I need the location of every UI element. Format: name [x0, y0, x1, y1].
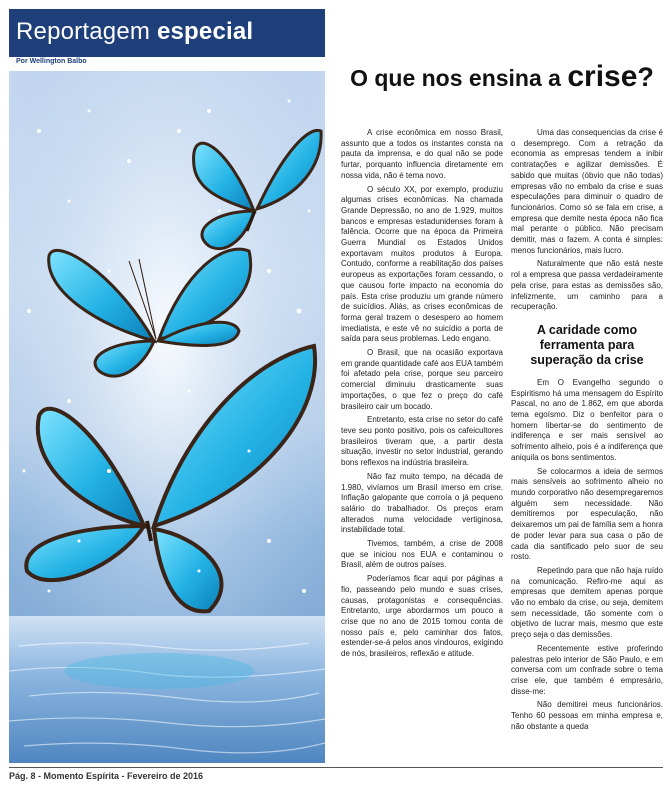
paragraph: Não demitirei meus funcionários. Tenho 60 pessoas em minha empresa e, não obstante a queda — [511, 700, 663, 731]
paragraph: Naturalmente que não está neste rol a empresa que passa verdadeiramente pela crise, para estas as demissões são, infelizmente, um caminho para a recuperação. — [511, 259, 663, 312]
footer-rule — [9, 767, 663, 768]
paragraph: Não faz muito tempo, na década de 1.980, vivíamos um Brasil imerso em crise. Inflação galopante que corroía o já pequeno salário do trabalhador. Os preços eram alterados numa velocidade vertiginosa, instabilidade total. — [341, 471, 503, 535]
section-banner — [9, 9, 325, 57]
byline-bar — [9, 57, 325, 71]
article-column-right — [511, 128, 663, 735]
paragraph: Repetindo para que não haja ruído na comunicação. Refiro-me aqui as empresas que demitem apenas porque vão no embalo da crise, ou seja, demitem sem necessidade, tão somente com o objetivo de lucrar mais, mesmo que este preço seja o das demissões. — [511, 565, 663, 640]
paragraph: Se colocarmos a ideia de sermos mais sensíveis ao sofrimento alheio no mundo corporativo não desempregaremos alguém sem necessidade. Não demitiremos por especulação, não deixaremos um pai de família sem a honra de poder levar para sua casa o pão de cada dia santificado pelo suor de seu rosto. — [511, 466, 663, 562]
paragraph: Entretanto, esta crise no setor do café teve seu ponto positivo, pois os cafeicultores brasileiros tiveram que, a partir desta situação, investir no setor industrial, gerando bons reflexos na indústria brasileira. — [341, 415, 503, 468]
paragraph: Recentemente estive proferindo palestras pelo interior de São Paulo, e em conversa com um confrade sobre o tema crise ele, que também é empresário, disse-me: — [511, 643, 663, 696]
feature-illustration — [9, 9, 325, 763]
byline: Por Wellington Balbo — [16, 58, 87, 65]
paragraph: Em O Evangelho segundo o Espiritismo há uma mensagem do Espírito Pascal, no ano de 1.862, em que aborda tema egoísmo. Diz o benfeitor para o homem libertar-se do sentimento de indiferença e ser mais sensível ao sofrimento alheio, pois é a indiferença que aniquila os bons sentimentos. — [511, 377, 663, 462]
article-column-left — [341, 128, 503, 663]
butterflies-picture — [9, 71, 325, 763]
section-title: Reportagem especial — [16, 18, 254, 45]
paragraph: Poderíamos ficar aqui por páginas a fio, passeando pelo mundo e suas crises, causas, protagonistas e consequências. Entretanto, urge abordarmos um pouco a crise que no ano de 2015 tomou conta de nosso país e, pelo caminhar dos fatos, estender-se-á pelos anos vindouros, exigindo de nós, brasileiros, reflexão e atitude. — [341, 574, 503, 659]
paragraph: O século XX, por exemplo, produziu algumas crises econômicas. Na chamada Grande Depressão, no ano de 1.929, muitos bancos e empresas estadunidenses foram à falência. Ocorre que na época da Primeira Guerra Mundial os Estados Unidos exportavam muitos produtos à Europa. Contudo, conforme a reabilitação dos países europeus as exportações foram cessando, o que causou forte impacto na economia do país. Esta crise produziu um grande número de suicídios. Aliás, as crises econômicas de forma geral trazem o desespero ao homem imediatista, e este vê no suicídio a porta de saída para seus problemas. Ledo engano. — [341, 184, 503, 344]
paragraph: A crise econômica em nosso Brasil, assunto que a todos os instantes consta na pauta da imprensa, e do qual não se pode furtar, porquanto influencia diretamente em nossa vida, não é tema novo. — [341, 128, 503, 180]
subheading: A caridade como ferramenta para superação da crise — [530, 322, 644, 367]
paragraph: O Brasil, que na ocasião exportava em grande quantidade café aos EUA também foi afetado pela crise, porque seu parceiro comercial diminuiu drasticamente suas importações, o que fez o preço do café brasileiro cair um bocado. — [341, 348, 503, 411]
headline: O que nos ensina a crise? — [350, 60, 654, 93]
paragraph: Tivemos, também, a crise de 2008 que se iniciou nos EUA e contaminou o Brasil, além de outros países. — [341, 539, 503, 570]
page-footer: Pág. 8 - Momento Espírita - Fevereiro de 2016 — [9, 771, 204, 781]
paragraph: Uma das consequencias da crise é o desemprego. Com a retração da economia as empresas tendem a inibir contratações e agilizar demissões. É sabido que muitas (óbvio que não todas) empresas vão no embalo da crise e suas especulações para diminuir o quadro de funcionários. Como só se fala em crise, a empresa que demite nesta época não fica mal perante o público. Não precisam demitir, mas o fazem. A conta é simples: menos funcionários, mais lucro. — [511, 128, 663, 255]
